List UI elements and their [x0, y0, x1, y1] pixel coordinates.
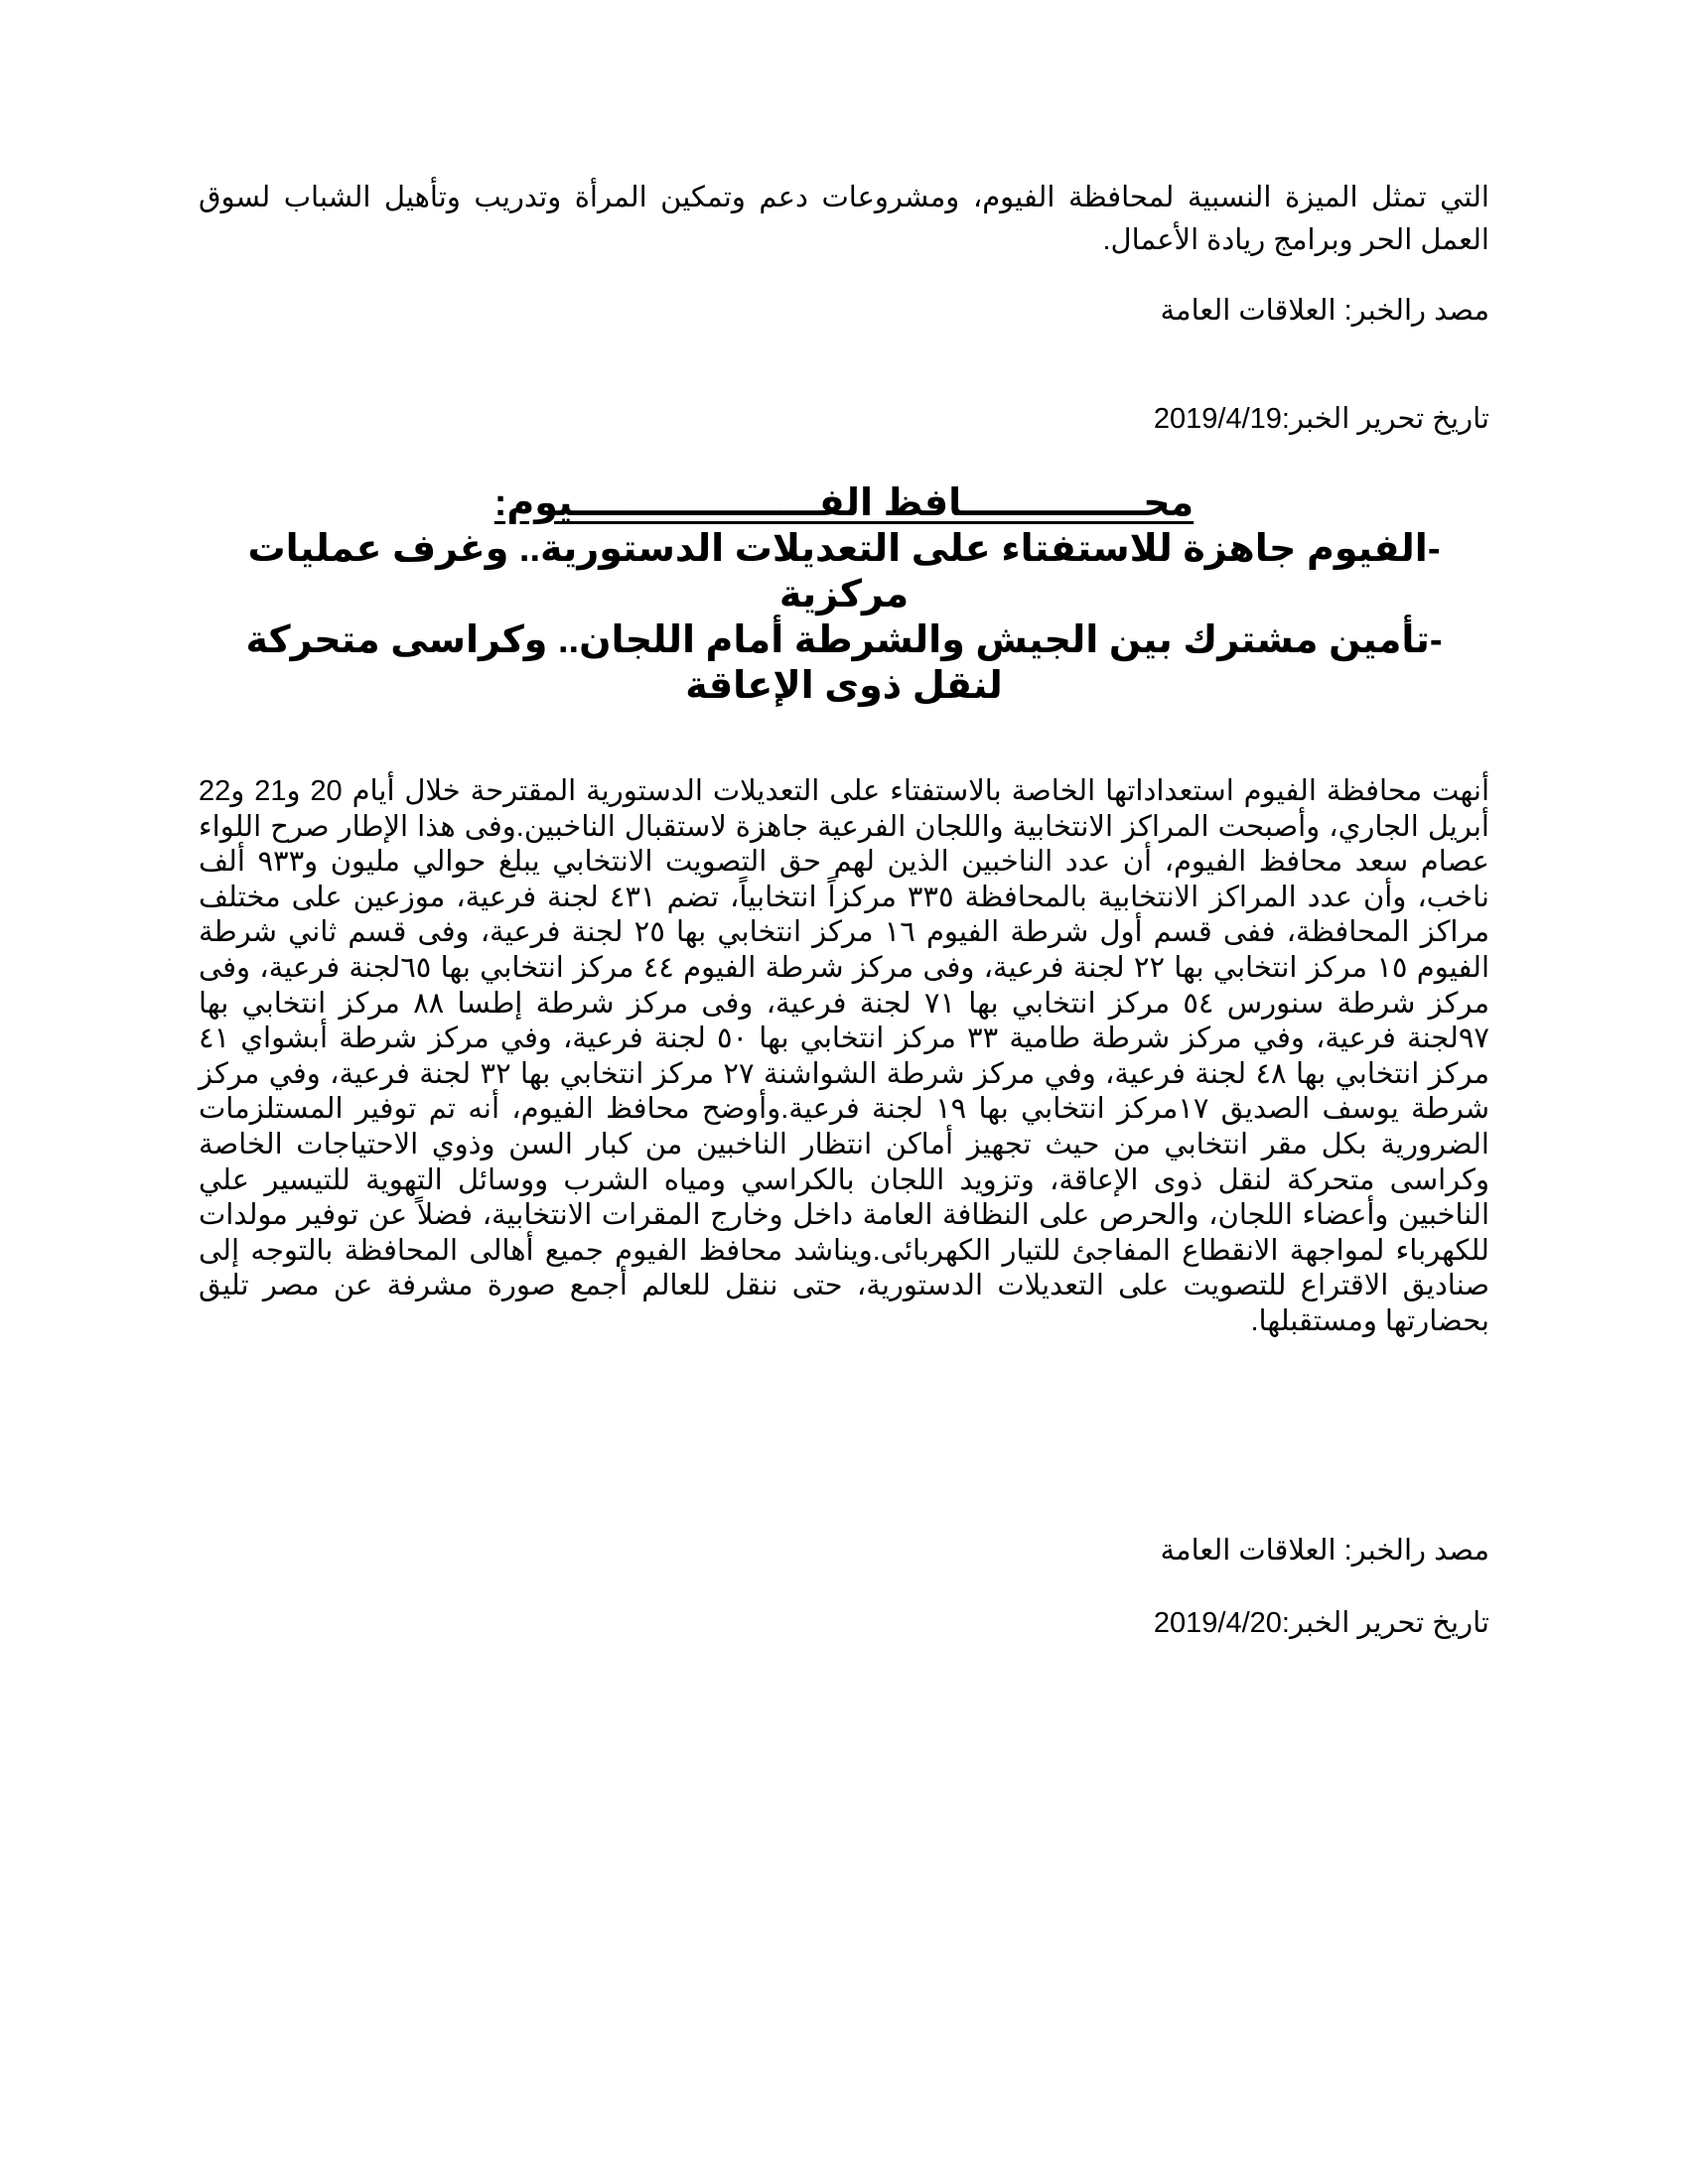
article-body: أنهت محافظة الفيوم استعداداتها الخاصة بالاستفتاء على التعديلات الدستورية المقترحة خلال أيام 20 و21 و22 أبريل الجاري، وأصبحت المراكز الانتخابية واللجان الفرعية جاهزة لاستقبال الناخبين.وفى هذا الإطار صرح اللواء عصام سعد محافظ الفيوم، أن عدد الناخبين الذين لهم حق التصويت الانتخابي يبلغ حوالي مليون و٩٣٣ ألف ناخب، وأن عدد المراكز الانتخابية بالمحافظة ٣٣٥ مركزاً انتخابياً، تضم ٤٣١ لجنة فرعية، موزعين على مختلف مراكز المحافظة، ففى قسم أول شرطة الفيوم ١٦ مركز انتخابي بها ٢٥ لجنة فرعية، وفى قسم ثاني شرطة الفيوم ١٥ مركز انتخابي بها ٢٢ لجنة فرعية، وفى مركز شرطة الفيوم ٤٤ مركز انتخابي بها ٦٥لجنة فرعية، وفى مركز شرطة سنورس ٥٤ مركز انتخابي بها ٧١ لجنة فرعية، وفى مركز شرطة إطسا ٨٨ مركز انتخابي بها ٩٧لجنة فرعية، وفي مركز شرطة طامية ٣٣ مركز انتخابي بها ٥٠ لجنة فرعية، وفي مركز شرطة أبشواي ٤١ مركز انتخابي بها ٤٨ لجنة فرعية، وفي مركز شرطة الشواشنة ٢٧ مركز انتخابي بها ٣٢ لجنة فرعية، وفي مركز شرطة يوسف الصديق ١٧مركز انتخابي بها ١٩ لجنة فرعية.وأوضح محافظ الفيوم، أنه تم توفير المستلزمات الضرورية بكل مقر انتخابي من حيث تجهيز أماكن انتظار الناخبين من كبار السن وذوي الاحتياجات الخاصة وكراسى متحركة لنقل ذوى الإعاقة، وتزويد اللجان بالكراسي ومياه الشرب ووسائل التهوية للتيسير علي الناخبين وأعضاء اللجان، والحرص على النظافة العامة داخل وخارج المقرات الانتخابية، فضلاً عن توفير مولدات للكهرباء لمواجهة الانقطاع المفاجئ للتيار الكهربائى.ويناشد محافظ الفيوم جميع أهالى المحافظة بالتوجه إلى صناديق الاقتراع للتصويت على التعديلات الدستورية، حتى ننقل للعالم أجمع صورة مشرفة عن مصر تليق بحضارتها ومستقبلها. — [199, 775, 1490, 1337]
headline-line-1: -الفيوم جاهزة للاستفتاء على التعديلات الدستورية.. وغرف عمليات مركزية — [247, 528, 1441, 615]
news-source-1: مصد رالخبر: العلاقات العامة — [1160, 295, 1489, 327]
news-date-2: تاريخ تحرير الخبر:2019/4/20 — [1153, 1607, 1489, 1639]
headline — [199, 480, 1489, 709]
headline-line-2: -تأمين مشترك بين الجيش والشرطة أمام اللجان.. وكراسى متحركة لنقل ذوى الإعاقة — [245, 619, 1443, 707]
news-source-2: مصد رالخبر: العلاقات العامة — [1160, 1535, 1489, 1567]
headline-title: محــــــــــــــافظ الفـــــــــــــــــــيوم: — [493, 482, 1195, 524]
intro-paragraph: التي تمثل الميزة النسبية لمحافظة الفيوم، ومشروعات دعم وتمكين المرأة وتدريب وتأهيل الشباب لسوق العمل الحر وبرامج ريادة الأعمال. — [199, 182, 1489, 256]
news-date-1: تاريخ تحرير الخبر:2019/4/19 — [1153, 403, 1489, 435]
